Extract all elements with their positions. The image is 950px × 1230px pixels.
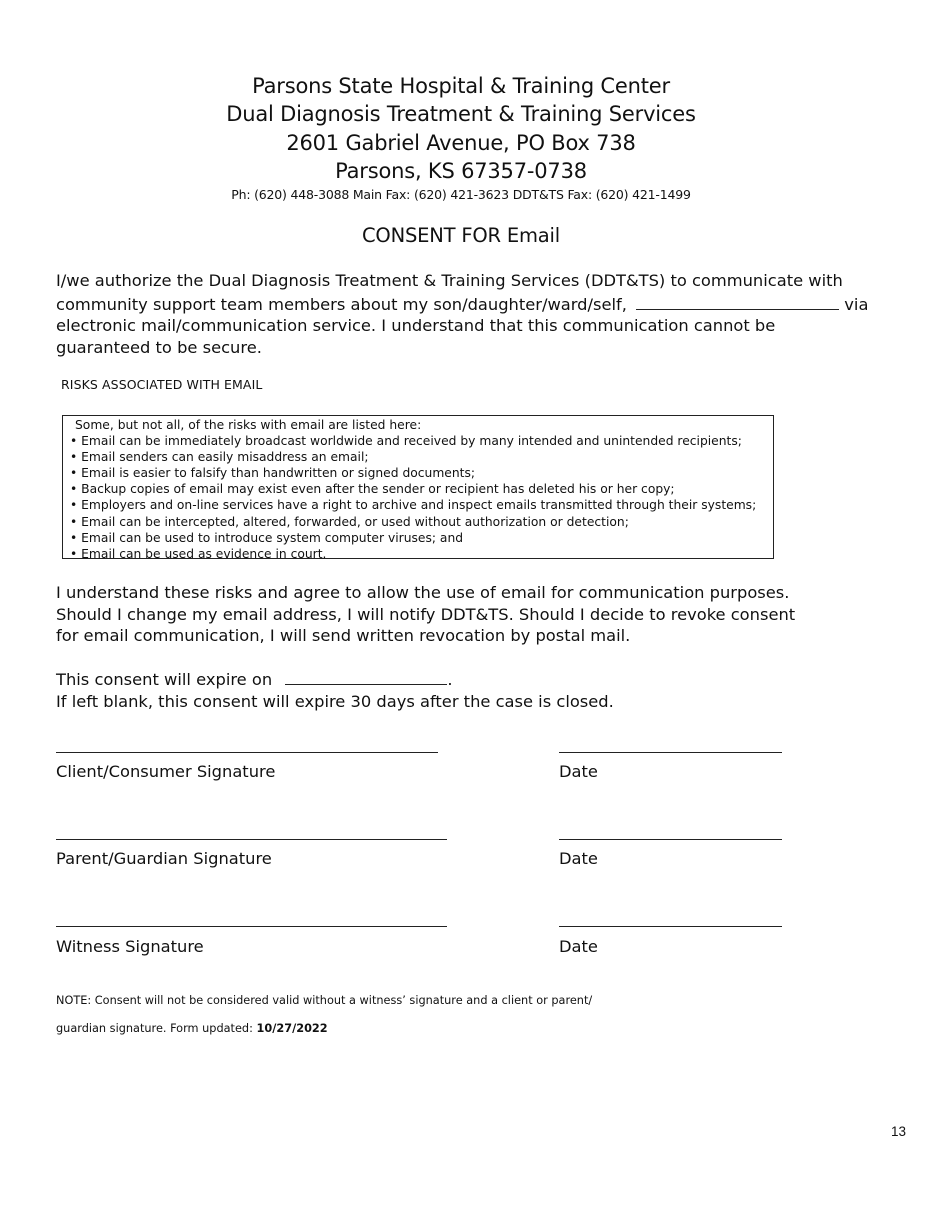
understanding-line-2: Should I change my email address, I will notify DDT&TS. Should I decide to revoke consent [56, 604, 796, 624]
understanding-line-3: for email communication, I will send written revocation by postal mail. [56, 626, 631, 645]
page-number: 13 [891, 1124, 907, 1139]
note-line-2-text: guardian signature. Form updated: [56, 1022, 253, 1035]
witness-signature-label: Witness Signature [56, 937, 204, 956]
expiration-paragraph [56, 667, 614, 712]
client-date-line[interactable] [559, 752, 782, 753]
risk-item: • Employers and on-line services have a right to archive and inspect emails transmitted through their systems; [70, 498, 757, 513]
authorization-line-1: I/we authorize the Dual Diagnosis Treatment & Training Services (DDT&TS) to communicate with [56, 271, 843, 290]
authorization-line-2-text: community support team members about my son/daughter/ward/self, [56, 294, 627, 314]
risk-item: • Email can be immediately broadcast worldwide and received by many intended and unintended recipients; [70, 434, 742, 449]
form-updated-date: 10/27/2022 [256, 1022, 328, 1035]
hospital-name: Parsons State Hospital & Training Center [252, 74, 670, 98]
authorization-line-3: electronic mail/communication service. I understand that this communication cannot be [56, 316, 776, 335]
note-line-1: NOTE: Consent will not be considered valid without a witness’ signature and a client or parent/ [56, 994, 593, 1007]
expiration-period: . [447, 670, 453, 689]
witness-signature-line[interactable] [56, 926, 447, 927]
guardian-signature-label: Parent/Guardian Signature [56, 849, 272, 868]
form-title: CONSENT FOR Email [362, 224, 560, 247]
expiration-date-field[interactable] [285, 667, 447, 685]
authorization-line-4: guaranteed to be secure. [56, 337, 262, 357]
understanding-line-1: I understand these risks and agree to allow the use of email for communication purposes. [56, 583, 790, 602]
risks-box [62, 415, 774, 559]
guardian-date-line[interactable] [559, 839, 782, 840]
client-signature-label: Client/Consumer Signature [56, 762, 276, 781]
risks-intro: Some, but not all, of the risks with email are listed here: [75, 418, 422, 432]
risk-item: • Backup copies of email may exist even after the sender or recipient has deleted his or her copy; [70, 482, 675, 497]
risk-item: • Email can be intercepted, altered, forwarded, or used without authorization or detection; [70, 514, 629, 529]
expiration-line-1 [56, 667, 614, 691]
client-date-label: Date [559, 762, 598, 781]
authorization-line-2 [56, 292, 868, 316]
note-line-2 [56, 1022, 328, 1035]
risk-item: • Email can be used as evidence in court. [70, 546, 327, 561]
understanding-paragraph [56, 582, 795, 647]
risk-item: • Email can be used to introduce system computer viruses; and [70, 530, 464, 545]
risks-heading: RISKS ASSOCIATED WITH EMAIL [61, 377, 263, 392]
program-name: Dual Diagnosis Treatment & Training Services [226, 102, 696, 126]
street-address: 2601 Gabriel Avenue, PO Box 738 [286, 131, 636, 155]
contact-numbers: Ph: (620) 448-3088 Main Fax: (620) 421-3623 DDT&TS Fax: (620) 421-1499 [231, 187, 691, 202]
witness-date-line[interactable] [559, 926, 782, 927]
risk-item: • Email senders can easily misaddress an email; [70, 450, 369, 465]
witness-date-label: Date [559, 937, 598, 956]
city-state-zip: Parsons, KS 67357-0738 [335, 159, 587, 183]
guardian-date-label: Date [559, 849, 598, 868]
risk-item: • Email is easier to falsify than handwritten or signed documents; [70, 466, 476, 481]
guardian-signature-line[interactable] [56, 839, 447, 840]
client-name-field[interactable] [636, 292, 839, 310]
authorization-paragraph [56, 270, 868, 358]
expiration-text: This consent will expire on [56, 670, 273, 689]
authorization-line-2-suffix: via [844, 294, 869, 314]
client-signature-line[interactable] [56, 752, 438, 753]
expiration-line-2: If left blank, this consent will expire 30 days after the case is closed. [56, 691, 614, 711]
